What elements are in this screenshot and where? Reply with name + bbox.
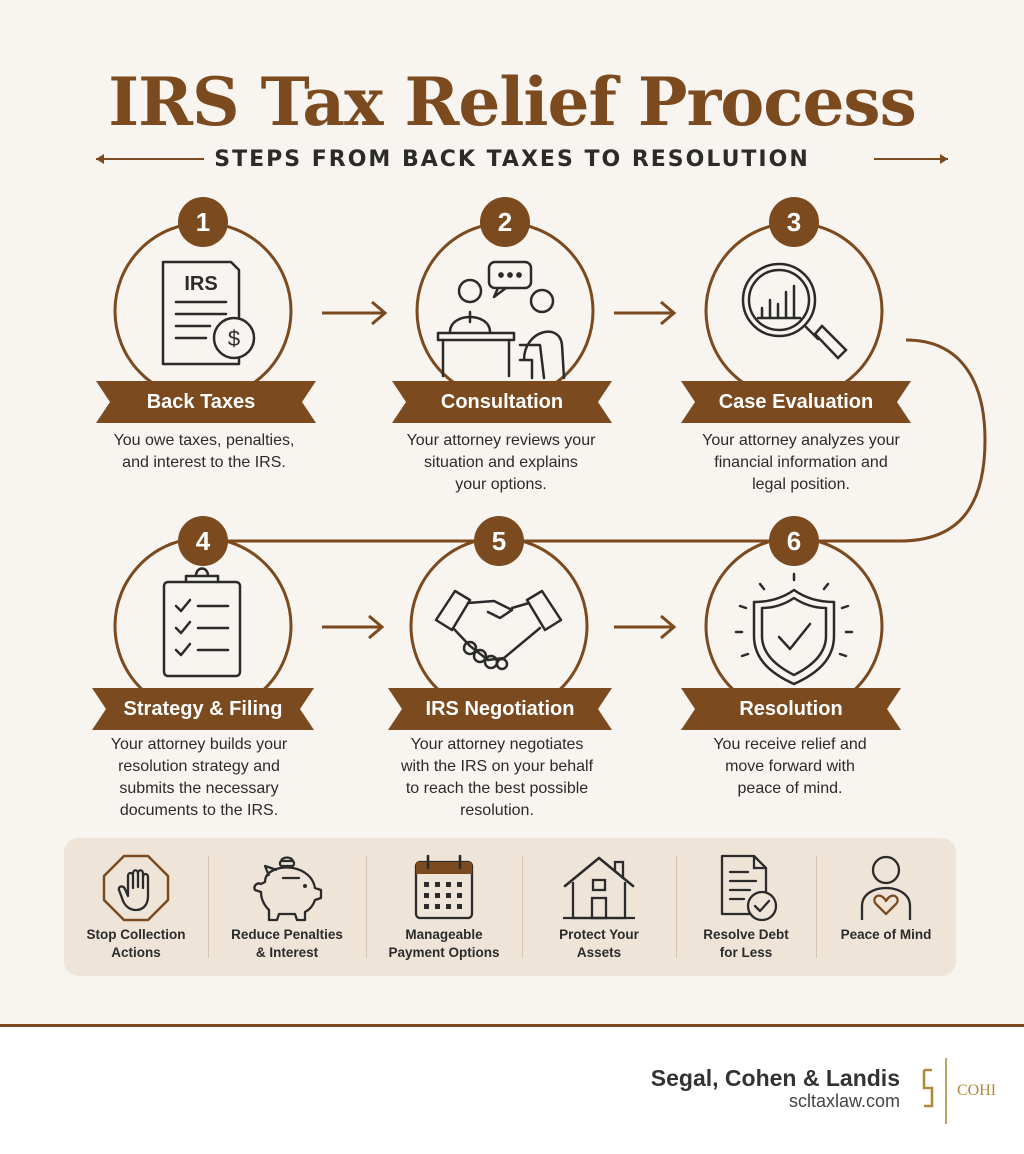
svg-text:IRS: IRS xyxy=(184,273,218,295)
arrow-1-2 xyxy=(322,302,385,324)
step-number-6: 6 xyxy=(786,526,802,556)
page-title: IRS Tax Relief Process xyxy=(108,63,916,141)
irs-document-dollar-icon xyxy=(163,262,254,364)
step-title-3: Case Evaluation xyxy=(718,391,874,413)
calendar-icon xyxy=(408,852,480,924)
arrow-5-6 xyxy=(614,616,674,638)
shield-check-icon xyxy=(736,574,852,684)
benefit-protect-assets xyxy=(522,838,676,976)
svg-text:$: $ xyxy=(227,326,241,351)
page-subtitle: STEPS FROM BACK TAXES TO RESOLUTION xyxy=(214,147,810,172)
step-number-5: 5 xyxy=(491,526,507,556)
benefit-peace-of-mind xyxy=(816,838,956,976)
step-title-1: Back Taxes xyxy=(146,391,256,413)
handshake-icon xyxy=(436,591,561,669)
stop-hand-icon xyxy=(100,852,172,924)
benefit-label: Reduce Penalties & Interest xyxy=(231,927,343,960)
step-description-1: You owe taxes, penalties, and interest to the IRS. xyxy=(113,432,295,471)
consultation-people-icon xyxy=(438,262,564,378)
benefit-label: Protect Your Assets xyxy=(559,927,639,960)
step-number-1: 1 xyxy=(195,207,211,237)
step-number-2: 2 xyxy=(497,207,513,237)
subtitle-left-arrowhead xyxy=(96,154,104,164)
step-title-2: Consultation xyxy=(440,391,564,413)
step-title-4: Strategy & Filing xyxy=(123,698,283,720)
person-heart-icon xyxy=(850,852,922,924)
step-circle-1 xyxy=(115,223,291,399)
benefit-label: Stop Collection Actions xyxy=(86,927,186,960)
benefit-label: Manageable Payment Options xyxy=(388,927,500,960)
house-icon xyxy=(559,852,639,924)
step-description-2: Your attorney reviews your situation and explains your options. xyxy=(406,432,596,493)
firm-name: Segal, Cohen & Landis xyxy=(650,1065,900,1091)
benefit-label: Resolve Debt for Less xyxy=(703,927,789,960)
benefit-stop-collection xyxy=(64,838,208,976)
benefits-panel xyxy=(64,838,956,976)
magnifier-chart-icon xyxy=(743,264,846,358)
step-description-4: Your attorney builds your resolution strategy and submits the necessary documents to the IRS. xyxy=(110,736,288,819)
step-number-4: 4 xyxy=(195,526,211,556)
document-check-icon xyxy=(710,852,782,924)
piggy-bank-icon xyxy=(247,852,327,924)
benefit-reduce-penalties xyxy=(208,838,366,976)
subtitle-right-arrowhead xyxy=(940,154,948,164)
arrow-2-3 xyxy=(614,302,674,324)
step-title-6: Resolution xyxy=(739,698,843,720)
firm-logo-icon xyxy=(918,1058,954,1124)
benefit-label: Peace of Mind xyxy=(840,927,932,942)
firm-url[interactable]: scltaxlaw.com xyxy=(788,1091,900,1111)
benefit-resolve-debt xyxy=(676,838,816,976)
firm-logo-text: COHI xyxy=(957,1082,997,1099)
benefit-payment-options xyxy=(366,838,522,976)
arrow-4-5 xyxy=(322,616,382,638)
step-description-3: Your attorney analyzes your financial information and legal position. xyxy=(702,432,900,493)
step-description-5: Your attorney negotiates with the IRS on your behalf to reach the best possible resolution. xyxy=(400,736,594,819)
step-number-3: 3 xyxy=(786,207,802,237)
step-description-6: You receive relief and move forward with peace of mind. xyxy=(713,736,867,797)
clipboard-checklist-icon xyxy=(164,569,240,677)
step-title-5: IRS Negotiation xyxy=(425,698,575,720)
